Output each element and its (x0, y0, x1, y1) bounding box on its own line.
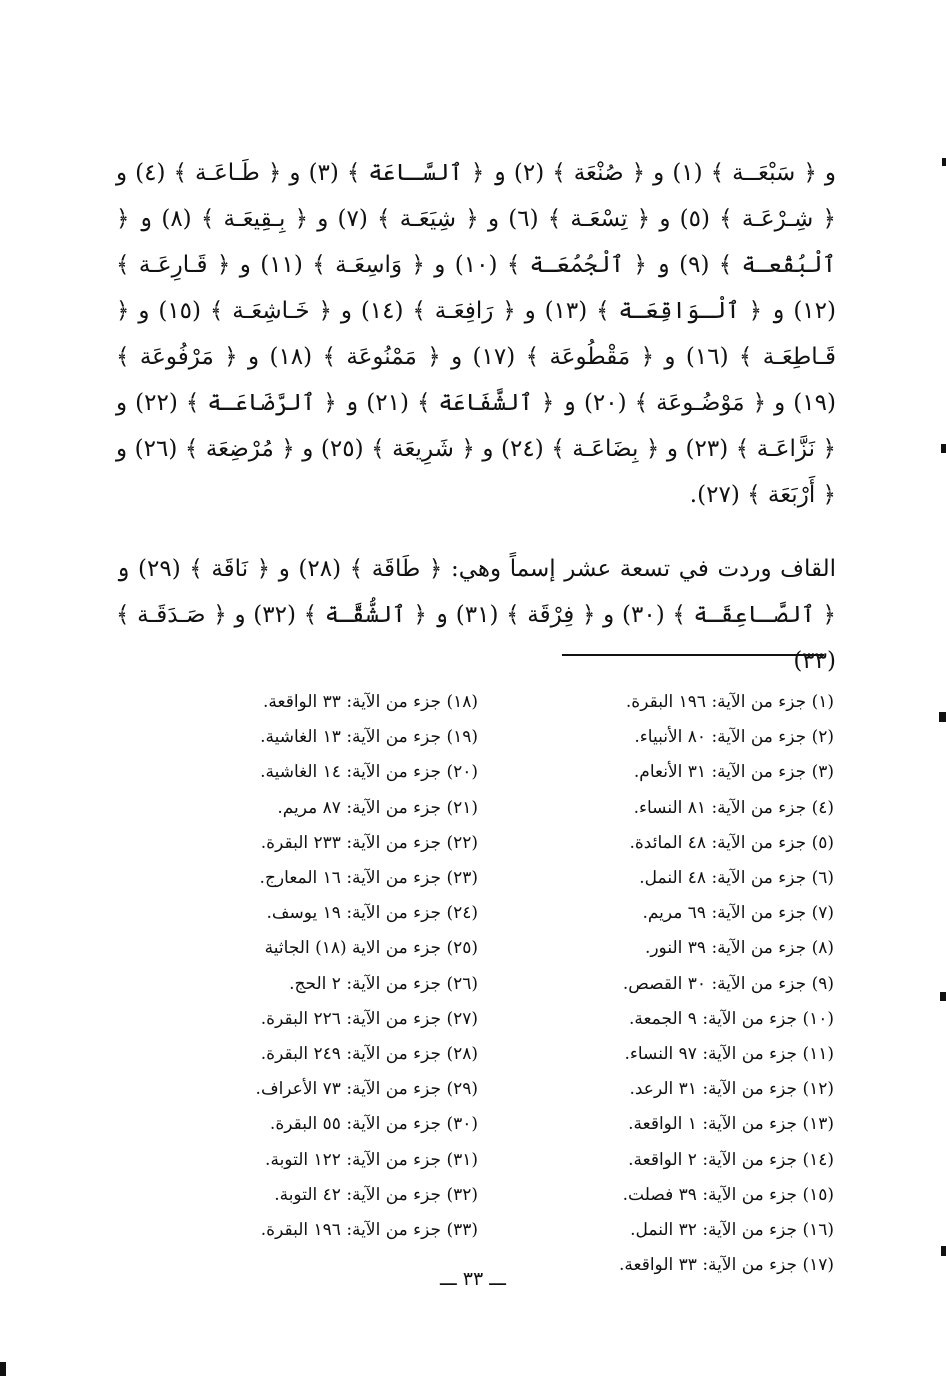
footnote-item: (٢٧) جزء من الآية: ٢٢٦ البقرة. (260, 1008, 478, 1029)
scan-mark (941, 444, 946, 453)
footnote-item: (٢٣) جزء من الآية: ١٦ المعارج. (259, 868, 478, 889)
footnote-item: (٩) جزء من الآية: ٣٠ القصص. (622, 973, 834, 994)
paragraph-qaf-words: القاف وردت في تسعة عشر إسماً وهي: ﴿ طَاقَة ﴾ (٢٨) و ﴿ نَاقَة ﴾ (٢٩) و ﴿ ٱلصَّـاعِقَـة ﴾ (٣٠) و ﴿ فِرْقَة ﴾ (٣١) و ﴿ ٱلشُّقَّـة ﴾ (٣٢) و ﴿ صَـدَقَـة ﴾ (٣٣) (116, 556, 837, 674)
footnote-item: (٢٥) جزء من الاية (١٨) الجاثية (264, 938, 478, 959)
footnote-item: (٣١) جزء من الآية: ١٢٢ التوبة. (265, 1149, 478, 1170)
footnotes-left-column (178, 685, 478, 1248)
footnote-item: (٥) جزء من الآية: ٤٨ المائدة. (629, 832, 834, 853)
footnote-item: (٢٨) جزء من الآية: ٢٤٩ البقرة. (260, 1044, 478, 1065)
footnote-item: (٢٢) جزء من الآية: ٢٣٣ البقرة. (260, 832, 478, 853)
footnote-item: (١٢) جزء من الآية: ٣١ الرعد. (629, 1079, 834, 1100)
footnote-item: (١) جزء من الآية: ١٩٦ البقرة. (625, 692, 834, 712)
footnote-separator (562, 654, 824, 656)
footnote-item: (٢٤) جزء من الآية: ١٩ يوسف. (266, 903, 478, 924)
footnote-item: (٢٠) جزء من الآية: ١٤ الغاشية. (260, 762, 478, 783)
footnote-item: (٣٠) جزء من الآية: ٥٥ البقرة. (269, 1114, 478, 1135)
page-number: ـــ ٣٣ ـــ (440, 1268, 506, 1290)
footnote-item: (١٩) جزء من الآية: ١٣ الغاشية. (260, 727, 478, 748)
footnote-item: (٣٣) جزء من الآية: ١٩٦ البقرة. (260, 1220, 478, 1241)
footnote-item: (١٤) جزء من الآية: ٢ الواقعة. (628, 1149, 834, 1170)
footnote-item: (٢٦) جزء من الآية: ٢ الحج. (289, 973, 478, 994)
footnote-item: (١٣) جزء من الآية: ١ الواقعة. (628, 1114, 834, 1135)
footnote-item: (٢) جزء من الآية: ٨٠ الأنبياء. (634, 727, 834, 748)
scan-mark (941, 1246, 946, 1256)
scan-mark (939, 712, 946, 722)
footnotes-right-column (494, 685, 834, 1283)
footnote-item: (٢٩) جزء من الآية: ٧٣ الأعراف. (255, 1079, 478, 1100)
footnote-item: (٤) جزء من الآية: ٨١ النساء. (633, 797, 834, 818)
footnote-item: (١٦) جزء من الآية: ٣٢ النمل. (630, 1220, 834, 1241)
footnote-item: (٢١) جزء من الآية: ٨٧ مريم. (277, 797, 478, 818)
scan-mark (942, 158, 946, 166)
footnote-item: (١١) جزء من الآية: ٩٧ النساء. (624, 1044, 834, 1065)
footnote-item: (٣) جزء من الآية: ٣١ الأنعام. (633, 762, 834, 783)
footnote-item: (١٥) جزء من الآية: ٣٩ فصلت. (622, 1184, 834, 1205)
footnote-item: (٨) جزء من الآية: ٣٩ النور. (644, 938, 834, 959)
main-text (116, 150, 836, 684)
footnote-item: (١٨) جزء من الآية: ٣٣ الواقعة. (262, 692, 478, 712)
scan-mark (940, 992, 946, 1001)
footnote-item: (٦) جزء من الآية: ٤٨ النمل. (639, 868, 834, 889)
paragraph-ain-words: و ﴿ سَبْعَــة ﴾ (١) و ﴿ صُنْعَة ﴾ (٢) و ﴿ ٱلسَّـاعَة ﴾ (٣) و ﴿ طَـاعَـة ﴾ (٤) و ﴿ شِـرْعَـة ﴾ (٥) و ﴿ تِسْعَـة ﴾ (٦) و ﴿ شِيَعَـة ﴾ (٧) و ﴿ بِـقِيعَـة ﴾ (٨) و ﴿ ٱلْبُقْعـة ﴾ (٩) و ﴿ ٱلْجُمُعَـة ﴾ (١٠) و ﴿ وَاسِعَـة ﴾ (١١) و ﴿ قَـارِعَـة ﴾ (١٢) و ﴿ ٱلْـوَاقِعَـة ﴾ (١٣) و ﴿ رَافِعَـة ﴾ (١٤) و ﴿ خَـاشِعَـة ﴾ (١٥) و ﴿ قَـاطِعَـة ﴾ (١٦) و ﴿ مَقْطُوعَة ﴾ (١٧) و ﴿ مَمْنُوعَة ﴾ (١٨) و ﴿ مَرْفُوعَة ﴾ (١٩) و ﴿ مَوْضُـوعَة ﴾ (٢٠) و ﴿ ٱلشَّفَاعَة ﴾ (٢١) و ﴿ ٱلرَّضَاعَـة ﴾ (٢٢) و ﴿ نَزَّاعَـة ﴾ (٢٣) و ﴿ بِضَاعَـة ﴾ (٢٤) و ﴿ شَرِيعَة ﴾ (٢٥) و ﴿ مُرْضِعَة ﴾ (٢٦) و ﴿ أَرْبَعَة ﴾ (٢٧). (116, 160, 836, 508)
footnote-item: (٣٢) جزء من الآية: ٤٢ التوبة. (274, 1184, 478, 1205)
scan-mark (0, 1362, 6, 1376)
footnote-item: (١٠) جزء من الآية: ٩ الجمعة. (628, 1008, 834, 1029)
footnote-item: (٧) جزء من الآية: ٦٩ مريم. (642, 903, 834, 924)
footnote-item: (١٧) جزء من الآية: ٣٣ الواقعة. (618, 1255, 834, 1276)
